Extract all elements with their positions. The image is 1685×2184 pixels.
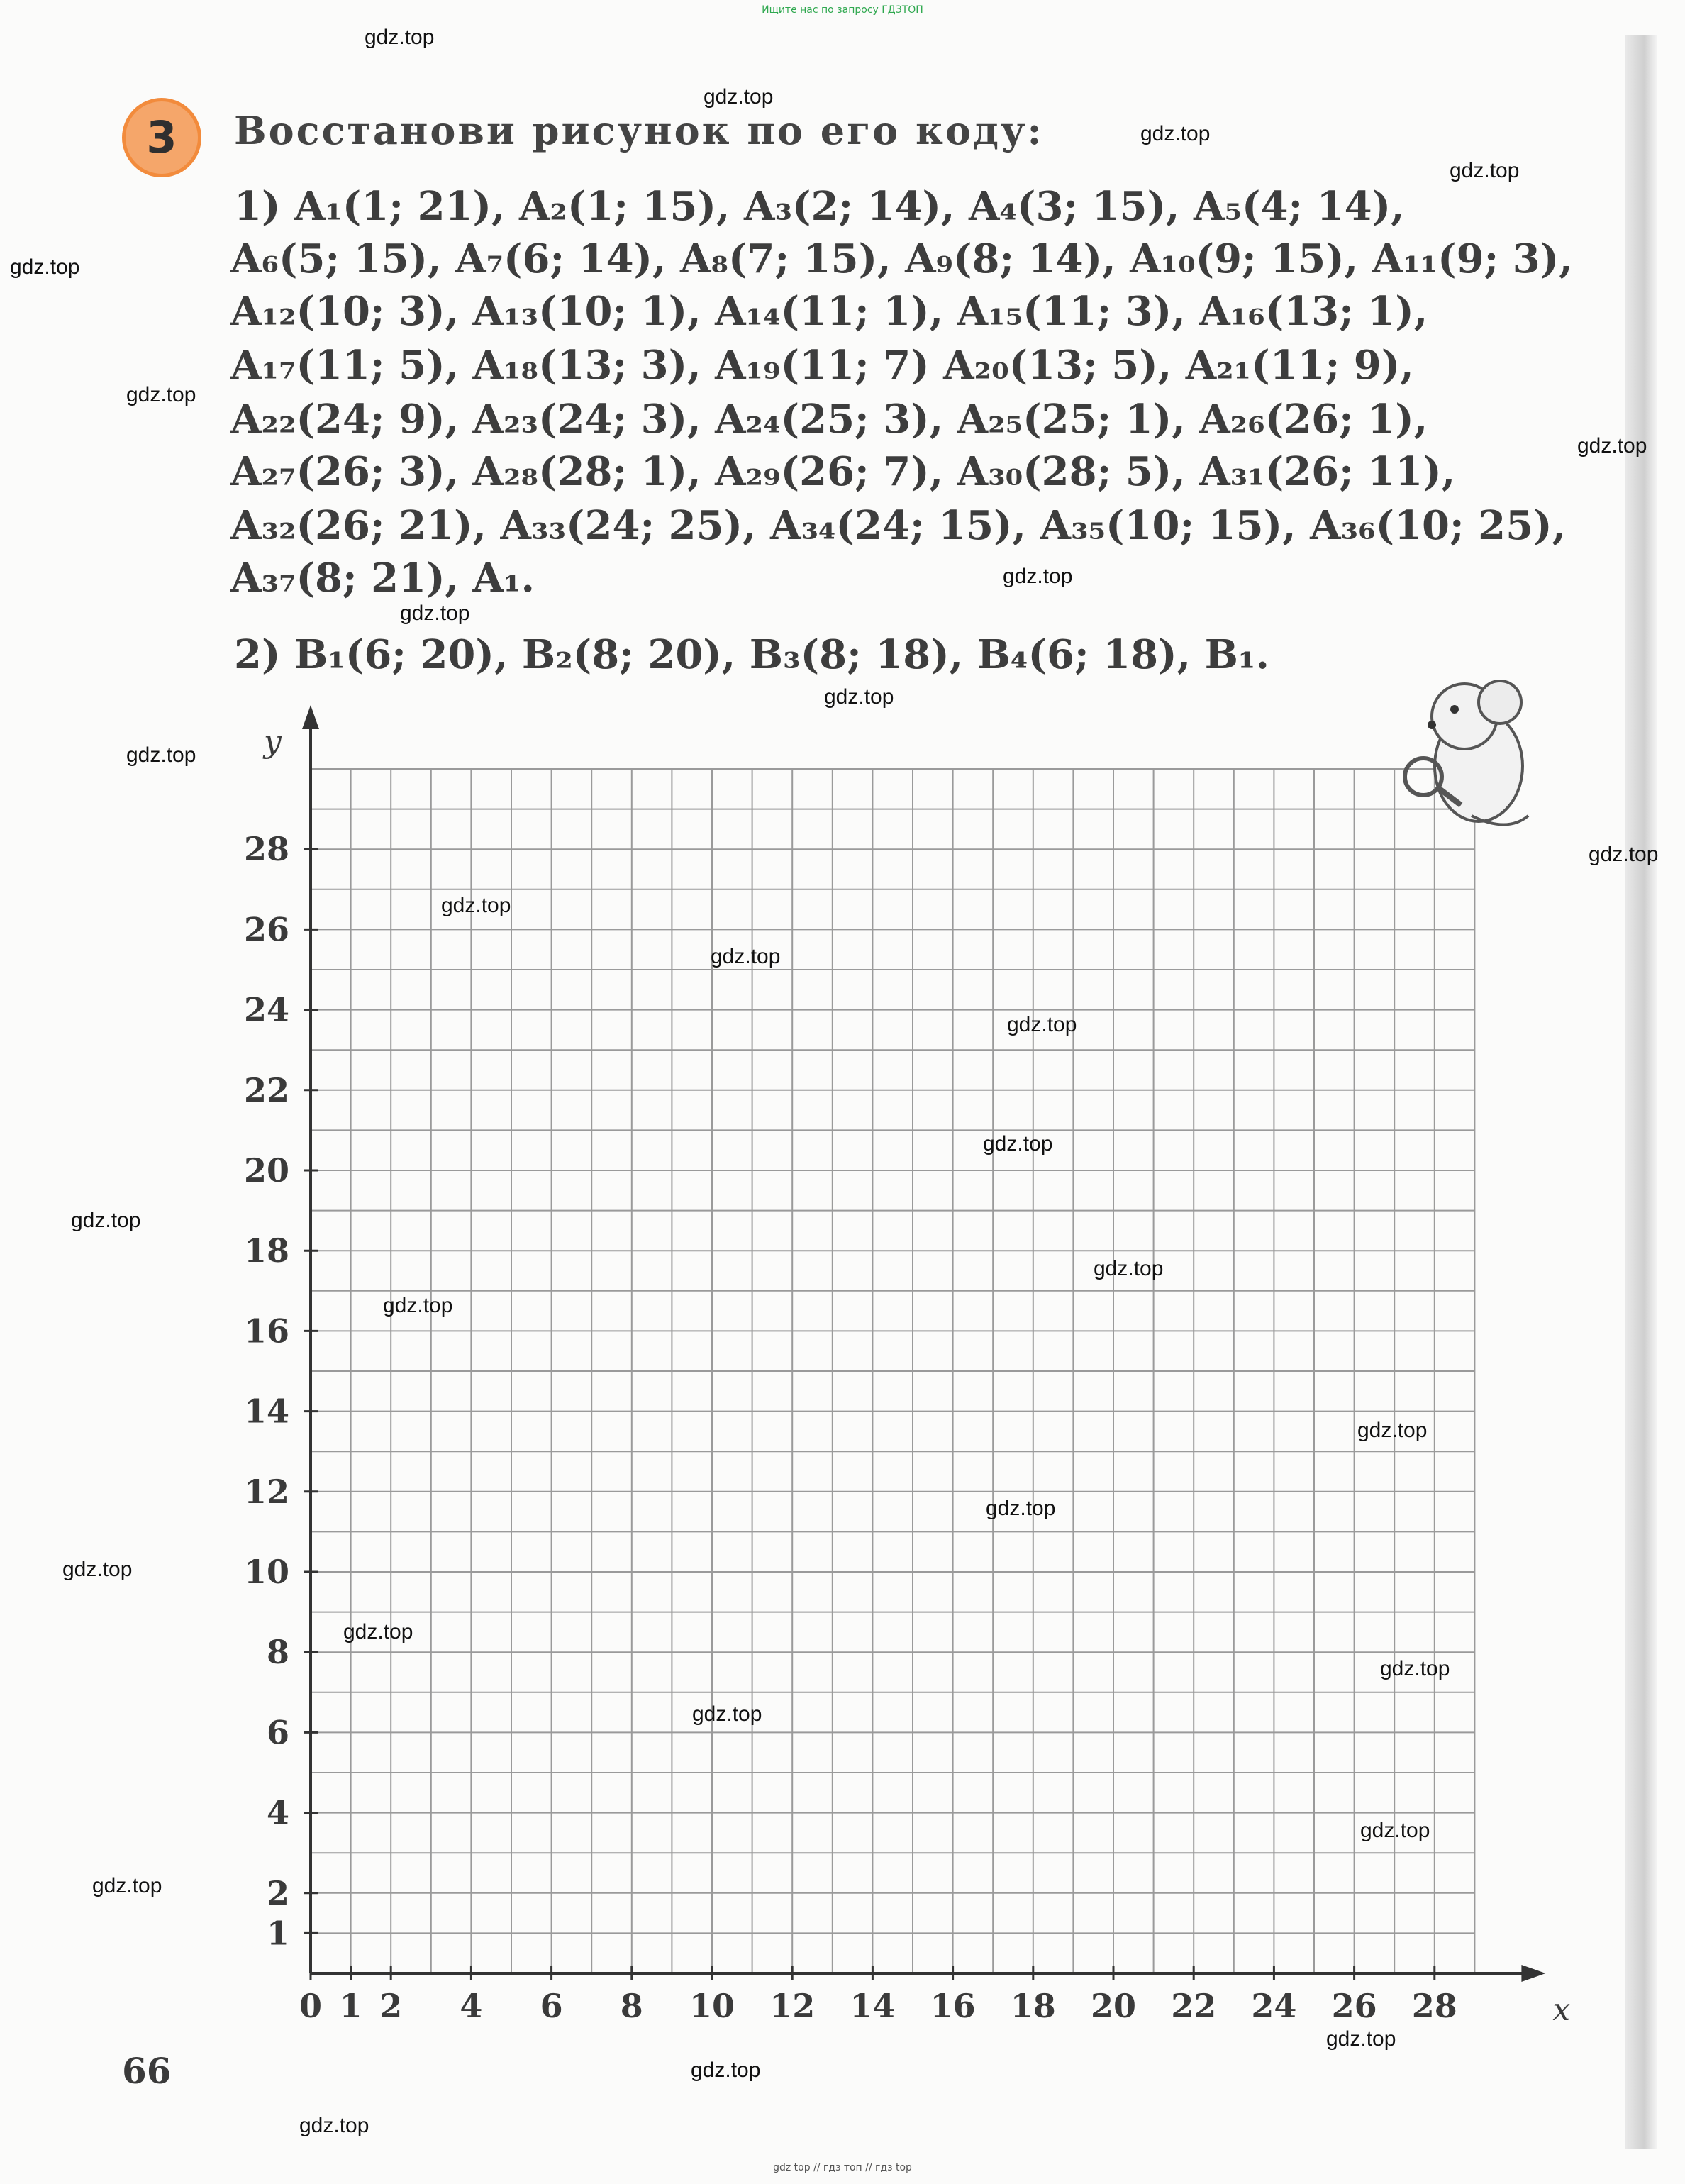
watermark: gdz.top xyxy=(1360,1819,1430,1842)
task-line-6: A₂₇(26; 3), A₂₈(28; 1), A₂₉(26; 7), A₃₀(28; 5), A₃₁(26; 11), xyxy=(230,448,1456,495)
x-tick-label: 0 xyxy=(299,1987,323,2025)
watermark: gdz.top xyxy=(1589,843,1659,866)
watermark: gdz.top xyxy=(1326,2027,1396,2051)
y-tick-label: 2 xyxy=(266,1873,289,1912)
watermark: gdz.top xyxy=(1577,434,1647,458)
task-number-badge: 3 xyxy=(122,98,201,177)
watermark: gdz.top xyxy=(1140,122,1211,145)
y-tick-label: 22 xyxy=(243,1070,289,1109)
watermark: gdz.top xyxy=(824,685,894,709)
watermark: gdz.top xyxy=(1094,1257,1164,1280)
watermark: gdz.top xyxy=(92,1874,162,1897)
x-axis-label: x xyxy=(1552,1992,1571,2028)
y-tick-label: 24 xyxy=(243,990,289,1029)
y-tick-label: 4 xyxy=(266,1793,289,1832)
y-tick-label: 26 xyxy=(243,910,289,949)
task-line-7: A₃₂(26; 21), A₃₃(24; 25), A₃₄(24; 15), A₃₅(10; 15), A₃₆(10; 25), xyxy=(230,502,1567,549)
y-axis-arrow xyxy=(302,705,319,729)
x-tick-label: 16 xyxy=(930,1987,976,2025)
task-title: Восстанови рисунок по его коду: xyxy=(234,108,1044,153)
task-line-9: 2) B₁(6; 20), B₂(8; 20), B₃(8; 18), B₄(6; 18), B₁. xyxy=(234,631,1269,678)
y-tick-label: 6 xyxy=(266,1713,289,1752)
watermark: gdz.top xyxy=(711,945,781,968)
mouse-with-magnifier-icon xyxy=(1405,681,1528,825)
x-tick-label: 22 xyxy=(1171,1987,1217,2025)
y-tick-label: 14 xyxy=(243,1392,289,1431)
watermark: gdz.top xyxy=(691,2058,761,2082)
x-tick-label: 10 xyxy=(689,1987,735,2025)
y-tick-label: 28 xyxy=(243,830,289,869)
task-line-4: A₁₇(11; 5), A₁₈(13; 3), A₁₉(11; 7) A₂₀(13; 5), A₂₁(11; 9), xyxy=(230,342,1414,389)
y-tick-label: 12 xyxy=(243,1472,289,1511)
watermark: gdz.top xyxy=(692,1702,762,1726)
x-tick-label: 4 xyxy=(460,1987,483,2025)
watermark: gdz.top xyxy=(126,743,196,767)
x-tick-label: 26 xyxy=(1331,1987,1377,2025)
grid-lines xyxy=(311,769,1474,1973)
x-tick-label: 18 xyxy=(1010,1987,1056,2025)
watermark: gdz.top xyxy=(1357,1419,1428,1442)
watermark: gdz.top xyxy=(383,1294,453,1317)
task-line-2: A₆(5; 15), A₇(6; 14), A₈(7; 15), A₉(8; 14), A₁₀(9; 15), A₁₁(9; 3), xyxy=(230,235,1573,282)
watermark: gdz.top xyxy=(1003,565,1073,588)
watermark: gdz.top xyxy=(441,894,511,917)
x-tick-label: 28 xyxy=(1411,1987,1457,2025)
task-line-5: A₂₂(24; 9), A₂₃(24; 3), A₂₄(25; 3), A₂₅(25; 1), A₂₆(26; 1), xyxy=(230,396,1428,443)
watermark: gdz.top xyxy=(400,602,470,625)
watermark: gdz.top xyxy=(62,1558,133,1581)
task-line-3: A₁₂(10; 3), A₁₃(10; 1), A₁₄(11; 1), A₁₅(11; 3), A₁₆(13; 1), xyxy=(230,288,1428,335)
watermark: gdz.top xyxy=(704,85,774,109)
x-axis-arrow xyxy=(1521,1965,1545,1982)
x-tick-label: 2 xyxy=(379,1987,403,2025)
task-line-1: 1) A₁(1; 21), A₂(1; 15), A₃(2; 14), A₄(3; 15), A₅(4; 14), xyxy=(234,183,1405,230)
watermark: gdz.top xyxy=(1450,159,1520,182)
y-tick-label: 8 xyxy=(266,1633,289,1672)
watermark: gdz.top xyxy=(986,1497,1056,1520)
x-tick-label: 24 xyxy=(1251,1987,1297,2025)
top-search-note: Ищите нас по запросу ГДЗТОП xyxy=(762,4,923,16)
watermark: gdz.top xyxy=(983,1132,1053,1155)
page-number: 66 xyxy=(122,2050,172,2092)
watermark: gdz.top xyxy=(343,1620,413,1643)
watermark: gdz.top xyxy=(1380,1657,1450,1680)
x-tick-label: 12 xyxy=(769,1987,816,2025)
y-axis-label: y xyxy=(264,724,282,760)
y-tick-label: 18 xyxy=(243,1231,289,1270)
watermark: gdz.top xyxy=(365,26,435,49)
x-tick-label: 20 xyxy=(1090,1987,1137,2025)
bottom-note: gdz top // гдз топ // гдз top xyxy=(773,2162,912,2173)
watermark: gdz.top xyxy=(126,383,196,406)
watermark: gdz.top xyxy=(299,2114,369,2137)
y-tick-label: 1 xyxy=(266,1914,289,1953)
x-tick-label: 8 xyxy=(620,1987,643,2025)
x-tick-label: 14 xyxy=(850,1987,896,2025)
x-tick-label: 1 xyxy=(339,1987,362,2025)
watermark: gdz.top xyxy=(1007,1013,1077,1036)
task-line-8: A₃₇(8; 21), A₁. xyxy=(230,555,535,602)
x-tick-label: 6 xyxy=(540,1987,563,2025)
y-tick-label: 10 xyxy=(243,1553,289,1591)
watermark: gdz.top xyxy=(71,1209,141,1232)
watermark: gdz.top xyxy=(10,255,80,279)
y-tick-label: 16 xyxy=(243,1312,289,1351)
y-tick-label: 20 xyxy=(243,1151,289,1190)
